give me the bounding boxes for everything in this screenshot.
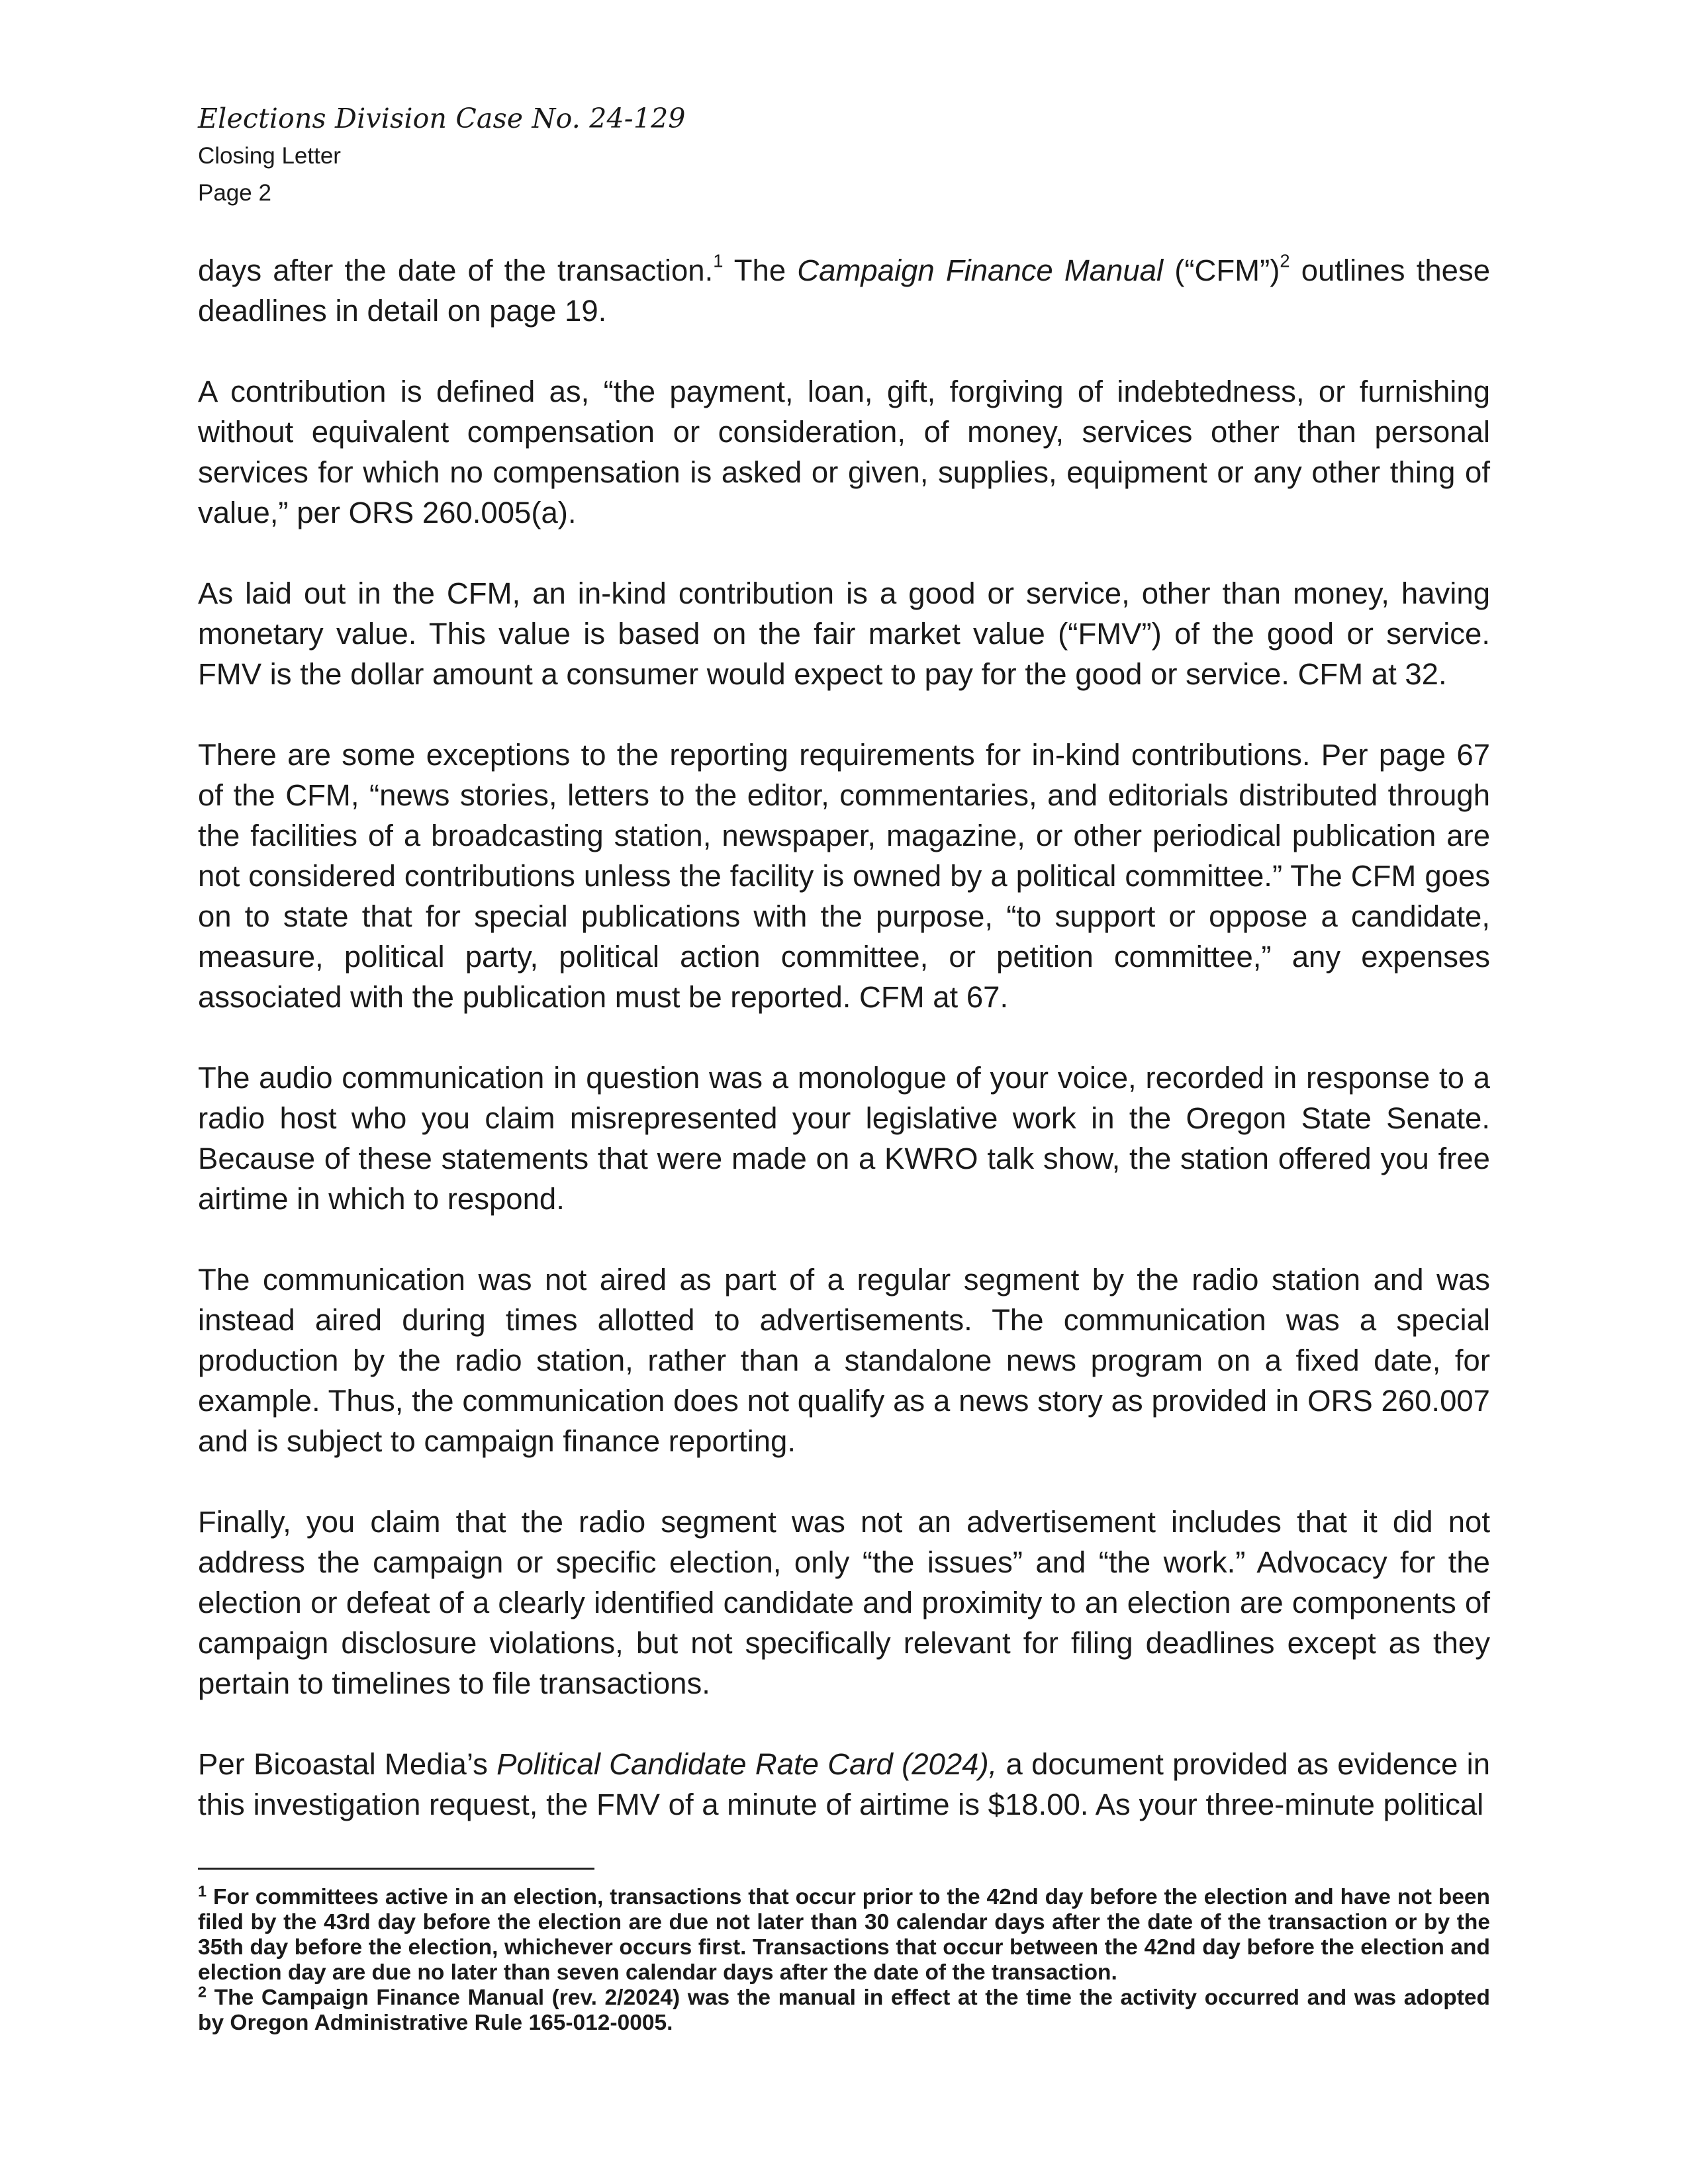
footnote-2 (198, 1985, 1490, 2036)
footnote-ref-1: 1 (713, 250, 724, 271)
paragraph-1-text-b: The (723, 253, 798, 287)
paragraph-4: There are some exceptions to the reporting requirements for in-kind contributions. Per page 67 of the CFM, “news stories, letters to the editor, commentaries, and editorials distributed through the facilities of a broadcasting station, newspaper, magazine, or other periodical publication are not considered contributions unless the facility is owned by a political committee.” The CFM goes on to state that for special publications with the purpose, “to support or oppose a candidate, measure, political party, political action committee, or petition committee,” any expenses associated with the publication must be reported. CFM at 67. (198, 738, 1490, 1014)
paragraph-7: Finally, you claim that the radio segment was not an advertisement includes that it did not address the campaign or specific election, only “the issues” and “the work.” Advocacy for the election or defeat of a clearly identified candidate and proximity to an election are components of campaign disclosure violations, but not specifically relevant for filing deadlines except as they pertain to timelines to file transactions. (198, 1505, 1490, 1700)
paragraph-6: The communication was not aired as part of a regular segment by the radio station and was instead aired during times allotted to advertisements. The communication was a special production by the radio station, rather than a standalone news program on a fixed date, for example. Thus, the communication does not qualify as a news story as provided in ORS 260.007 and is subject to campaign finance reporting. (198, 1263, 1490, 1458)
rate-card-title: Political Candidate Rate Card (2024), (496, 1747, 998, 1781)
case-number: Elections Division Case No. 24-129 (198, 103, 686, 134)
paragraph-1 (198, 250, 1490, 331)
paragraph-8-text-b: a document provided as evidence in this investigation request, the FMV of a minute of airtime is $18.00. As your three-minute political (198, 1747, 1491, 1821)
paragraph-8 (198, 1744, 1490, 1825)
cfm-title: Campaign Finance Manual (797, 253, 1164, 287)
paragraph-8-text-a: Per Bicoastal Media’s (198, 1747, 497, 1781)
footnote-ref-2: 2 (1280, 250, 1290, 271)
letter-header (198, 99, 1456, 212)
document-type: Closing Letter (198, 143, 341, 169)
footnote-2-text: The Campaign Finance Manual (rev. 2/2024) was the manual in effect at the time the activity occurred and was adopted by Oregon Administrative Rule 165-012-0005. (198, 1985, 1490, 2035)
paragraph-1-text-d: outlines these deadlines in detail on page 19. (198, 253, 1490, 328)
footnote-1-text: For committees active in an election, transactions that occur prior to the 42nd day before the election and have not been filed by the 43rd day before the election are due not later than 30 calendar days after the date of the transaction or by the 35th day before the election, whichever occurs first. Transactions that occur between the 42nd day before the election and election day are due no later than seven calendar days after the date of the transaction. (198, 1885, 1490, 1985)
footnote-1 (198, 1882, 1490, 1985)
paragraph-1-text-c: (“CFM”) (1163, 253, 1280, 287)
letter-body (198, 250, 1490, 1865)
paragraph-1-text-a: days after the date of the transaction. (198, 253, 714, 287)
paragraph-3: As laid out in the CFM, an in-kind contribution is a good or service, other than money, having monetary value. This value is based on the fair market value (“FMV”) of the good or service. FMV is the dollar amount a consumer would expect to pay for the good or service. CFM at 32. (198, 576, 1490, 691)
paragraph-2: A contribution is defined as, “the payment, loan, gift, forgiving of indebtedness, or furnishing without equivalent compensation or consideration, of money, services other than personal services for which no compensation is asked or given, supplies, equipment or any other thing of value,” per ORS 260.005(a). (198, 375, 1490, 529)
footnotes (198, 1868, 1490, 2036)
page-number: Page 2 (198, 180, 271, 206)
paragraph-5: The audio communication in question was a monologue of your voice, recorded in response to a radio host who you claim misrepresented your legislative work in the Oregon State Senate. Because of these statements that were made on a KWRO talk show, the station offered you free airtime in which to respond. (198, 1061, 1490, 1216)
footnote-divider (198, 1868, 594, 1870)
footnote-1-marker: 1 (198, 1882, 207, 1900)
footnote-2-marker: 2 (198, 1983, 207, 2001)
